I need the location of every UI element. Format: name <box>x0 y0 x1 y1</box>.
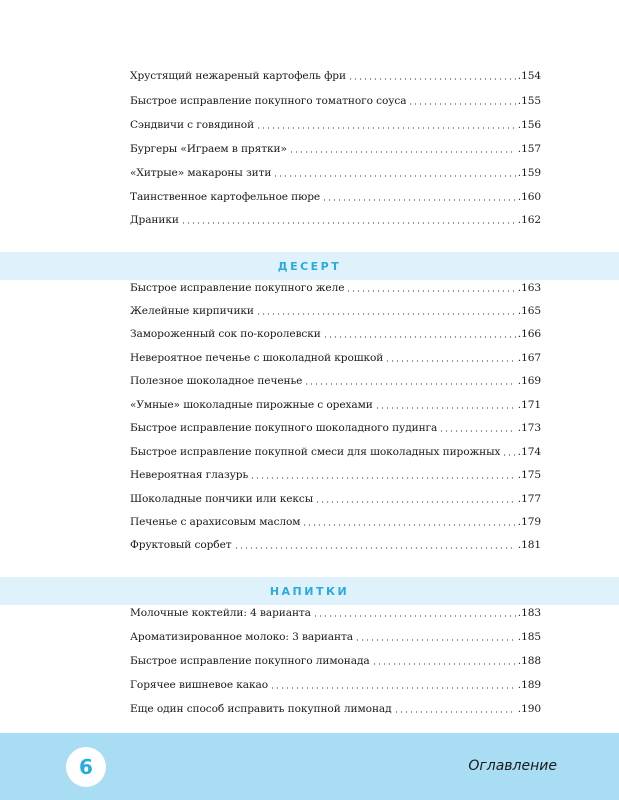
page-number-badge <box>66 747 106 787</box>
toc-entry-page: .167 <box>517 352 541 364</box>
toc-entry[interactable] <box>130 419 541 435</box>
toc-entry[interactable] <box>130 188 541 204</box>
leader-dots <box>439 430 516 432</box>
leader-dots <box>348 78 516 80</box>
toc-entry[interactable] <box>130 652 541 668</box>
leader-dots <box>346 290 515 292</box>
toc-entry-title: Невероятная глазурь <box>130 469 249 481</box>
leader-dots <box>502 454 515 456</box>
toc-entry-title: Замороженный сок по-королевски <box>130 328 321 340</box>
toc-entry[interactable] <box>130 396 541 412</box>
toc-entry-title: Молочные коктейли: 4 варианта <box>130 607 311 619</box>
toc-entry-page: .159 <box>517 167 541 179</box>
toc-entry-title: Быстрое исправление покупного желе <box>130 282 345 294</box>
toc-entry-page: .166 <box>517 328 541 340</box>
toc-entry-title: Полезное шоколадное печенье <box>130 375 303 387</box>
toc-entry[interactable] <box>130 279 541 295</box>
toc-entry-page: .177 <box>517 493 541 505</box>
toc-entry-title: Быстрое исправление покупной смеси для шоколадных пирожных <box>130 446 501 458</box>
toc-entry[interactable] <box>130 164 541 180</box>
toc-entry-page: .163 <box>517 282 541 294</box>
leader-dots <box>322 199 516 201</box>
toc-entry[interactable] <box>130 466 541 482</box>
toc-entry-title: Хрустящий нежареный картофель фри <box>130 70 346 82</box>
toc-entry-page: .160 <box>517 191 541 203</box>
toc-entry[interactable] <box>130 67 541 83</box>
leader-dots <box>323 336 516 338</box>
leader-dots <box>250 477 516 479</box>
toc-entry[interactable] <box>130 443 541 459</box>
toc-entry-title: Желейные кирпичики <box>130 305 254 317</box>
toc-entry[interactable] <box>130 349 541 365</box>
toc-entry-title: Быстрое исправление покупного шоколадного пудинга <box>130 422 438 434</box>
toc-entry-page: .156 <box>517 119 541 131</box>
toc-entry-page: .179 <box>517 516 541 528</box>
leader-dots <box>375 407 516 409</box>
toc-entry[interactable] <box>130 372 541 388</box>
section-heading-text: ДЕСЕРТ <box>277 259 342 273</box>
leader-dots <box>355 639 516 641</box>
toc-entry[interactable] <box>130 676 541 692</box>
section-heading-text: НАПИТКИ <box>269 584 350 598</box>
leader-dots <box>315 501 516 503</box>
toc-entry-title: Таинственное картофельное пюре <box>130 191 321 203</box>
toc-entry-page: .181 <box>517 539 541 551</box>
toc-entry-title: Сэндвичи с говядиной <box>130 119 255 131</box>
toc-entry-page: .171 <box>517 399 541 411</box>
leader-dots <box>372 663 516 665</box>
leader-dots <box>289 151 516 153</box>
leader-dots <box>408 103 515 105</box>
leader-dots <box>270 687 516 689</box>
leader-dots <box>181 222 516 224</box>
toc-entry-page: .189 <box>517 679 541 691</box>
toc-entry-page: .185 <box>517 631 541 643</box>
toc-entry-page: .165 <box>517 305 541 317</box>
toc-entry[interactable] <box>130 140 541 156</box>
toc-entry-page: .190 <box>517 703 541 715</box>
toc-entry[interactable] <box>130 92 541 108</box>
toc-entry[interactable] <box>130 325 541 341</box>
toc-entry[interactable] <box>130 490 541 506</box>
toc-entry-title: Горячее вишневое какао <box>130 679 269 691</box>
toc-entry-title: Быстрое исправление покупного томатного соуса <box>130 95 407 107</box>
toc-entry[interactable] <box>130 628 541 644</box>
toc-entry-page: .154 <box>517 70 541 82</box>
leader-dots <box>256 313 516 315</box>
toc-entry-page: .169 <box>517 375 541 387</box>
toc-entry-title: «Хитрые» макароны зити <box>130 167 272 179</box>
footer-title: Оглавление <box>468 758 557 774</box>
section-heading-dessert <box>0 252 619 280</box>
toc-entry[interactable] <box>130 116 541 132</box>
leader-dots <box>234 547 516 549</box>
toc-entry-title: Невероятное печенье с шоколадной крошкой <box>130 352 384 364</box>
page-number: 6 <box>79 755 93 779</box>
leader-dots <box>273 175 515 177</box>
toc-entry-page: .162 <box>517 214 541 226</box>
toc-entry-title: Драники <box>130 214 179 226</box>
toc-entry-page: .173 <box>517 422 541 434</box>
leader-dots <box>313 615 516 617</box>
leader-dots <box>394 711 516 713</box>
leader-dots <box>256 127 516 129</box>
toc-entry-page: .175 <box>517 469 541 481</box>
toc-entry-title: Печенье с арахисовым маслом <box>130 516 301 528</box>
toc-entry[interactable] <box>130 211 541 227</box>
toc-entry-title: Шоколадные пончики или кексы <box>130 493 314 505</box>
leader-dots <box>302 524 515 526</box>
toc-entry-title: Ароматизированное молоко: 3 варианта <box>130 631 353 643</box>
toc-entry-page: .188 <box>517 655 541 667</box>
leader-dots <box>304 383 515 385</box>
toc-entry-title: Еще один способ исправить покупной лимонад <box>130 703 392 715</box>
toc-entry[interactable] <box>130 536 541 552</box>
leader-dots <box>385 360 516 362</box>
toc-entry-page: .155 <box>517 95 541 107</box>
toc-entry[interactable] <box>130 604 541 620</box>
section-heading-drinks <box>0 577 619 605</box>
toc-entry[interactable] <box>130 513 541 529</box>
toc-entry-title: Быстрое исправление покупного лимонада <box>130 655 370 667</box>
toc-entry-page: .157 <box>517 143 541 155</box>
toc-entry-page: .183 <box>517 607 541 619</box>
toc-entry-title: «Умные» шоколадные пирожные с орехами <box>130 399 373 411</box>
toc-entry-title: Бургеры «Играем в прятки» <box>130 143 287 155</box>
toc-entry[interactable] <box>130 302 541 318</box>
toc-entry-page: .174 <box>517 446 541 458</box>
toc-entry[interactable] <box>130 700 541 716</box>
toc-entry-title: Фруктовый сорбет <box>130 539 232 551</box>
